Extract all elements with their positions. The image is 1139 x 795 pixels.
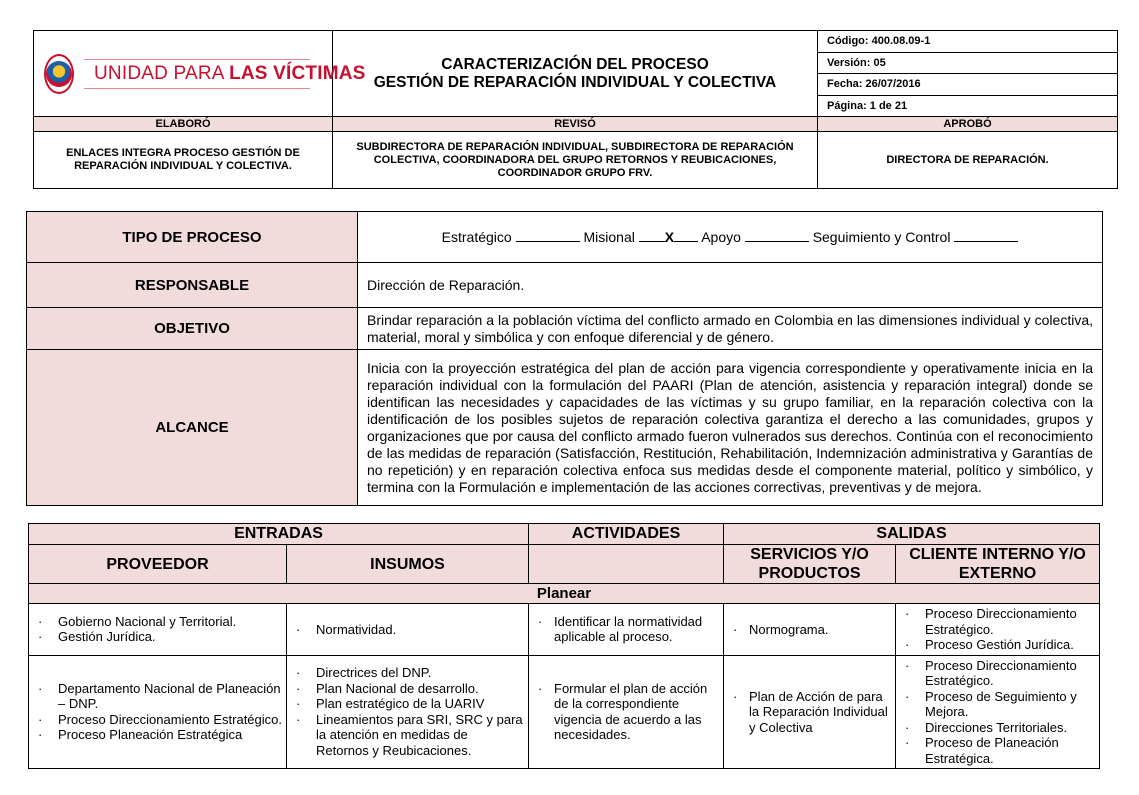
list-item: · Directrices del DNP. bbox=[291, 665, 524, 681]
codigo: Código: 400.08.09-1 bbox=[818, 31, 1118, 53]
alcance-value: Inicia con la proyección estratégica del plan de acción para vigencia correspondiente y operativamente inicia en la reparación individual con la formulación del PAARI (Plan de atención, asistencia y reparación integral) donde se identifican las necesidades y capacidades de las víctimas y su grupo familiar, en la reparación colectiva con la identificación de los posibles sujetos de reparación colectiva garantiza el derecho a las comunidades, grupos y organizaciones que por causa del conflicto armado fueron vulnerados sus derechos. Continúa con el reconocimiento de las medidas de reparación (Satisfacción, Restitución, Rehabilitación, Indemnización administrativa y Garantías de no repetición) y en reparación colectiva enfoca sus medidas desde el componente material, político y simbólico, y termina con la Formulación e implementación de las acciones correctivas, preventivas y de mejora. bbox=[358, 350, 1103, 506]
salidas-header: SALIDAS bbox=[724, 524, 1100, 545]
document-header bbox=[33, 30, 1118, 189]
objetivo-value: Brindar reparación a la población víctima del conflicto armado en Colombia en las dimensiones individual y colectiva, material, moral y simbólica y con enfoque diferencial y de género. bbox=[358, 308, 1103, 350]
aprobo-value: DIRECTORA DE REPARACIÓN. bbox=[818, 132, 1118, 189]
list-item: · Gestión Jurídica. bbox=[33, 629, 282, 645]
actividad-cell: · Identificar la normatividad aplicable al proceso. bbox=[529, 604, 724, 656]
servicio-cell: · Normograma. bbox=[724, 604, 896, 656]
insumos-header: INSUMOS bbox=[287, 545, 529, 584]
cliente-cell bbox=[896, 604, 1100, 656]
list-item: · Proceso Direccionamiento Estratégico. bbox=[900, 606, 1095, 637]
pagina: Página: 1 de 21 bbox=[818, 95, 1118, 117]
logo-cell bbox=[34, 31, 366, 117]
actividades-header: ACTIVIDADES bbox=[529, 524, 724, 545]
proveedor-cell bbox=[29, 604, 287, 656]
colombia-seal-icon bbox=[44, 54, 74, 94]
elaboro-value: ENLACES INTEGRA PROCESO GESTIÓN DE REPARACIÓN INDIVIDUAL Y COLECTIVA. bbox=[34, 132, 333, 189]
responsable-value: Dirección de Reparación. bbox=[358, 263, 1103, 308]
servicios-header: SERVICIOS Y/O PRODUCTOS bbox=[724, 545, 896, 584]
tipo-mark: X bbox=[664, 229, 675, 245]
list-item: · Gobierno Nacional y Territorial. bbox=[33, 614, 282, 630]
list-item: · Proceso Direccionamiento Estratégico. bbox=[33, 712, 282, 728]
entradas-header: ENTRADAS bbox=[29, 524, 529, 545]
document-title: CARACTERIZACIÓN DEL PROCESO GESTIÓN DE REPARACIÓN INDIVIDUAL Y COLECTIVA bbox=[333, 31, 818, 117]
list-item: · Normatividad. bbox=[291, 622, 524, 638]
fecha: Fecha: 26/07/2016 bbox=[818, 74, 1118, 96]
cliente-cell bbox=[896, 655, 1100, 769]
phase-header: Planear bbox=[29, 584, 1100, 604]
actividad-cell: · Formular el plan de acción de la correspondiente vigencia de acuerdo a las necesidades. bbox=[529, 655, 724, 769]
actividades-subheader bbox=[529, 545, 724, 584]
proveedor-cell bbox=[29, 655, 287, 769]
reviso-label: REVISÓ bbox=[333, 117, 818, 132]
responsable-label: RESPONSABLE bbox=[27, 263, 358, 308]
objetivo-label: OBJETIVO bbox=[27, 308, 358, 350]
proveedor-header: PROVEEDOR bbox=[29, 545, 287, 584]
list-item: · Proceso de Planeación Estratégica. bbox=[900, 735, 1095, 766]
insumos-cell bbox=[287, 655, 529, 769]
io-table bbox=[28, 523, 1100, 769]
servicio-cell: · Plan de Acción de para la Reparación Individual y Colectiva bbox=[724, 655, 896, 769]
version: Versión: 05 bbox=[818, 52, 1118, 74]
process-info-table bbox=[26, 211, 1103, 506]
tipo-options: Estratégico Misional X Apoyo Seguimiento y Control bbox=[358, 212, 1103, 263]
list-item: · Lineamientos para SRI, SRC y para la atención en medidas de Retornos y Reubicaciones. bbox=[291, 712, 524, 759]
elaboro-label: ELABORÓ bbox=[34, 117, 333, 132]
logo-text: UNIDAD PARA LAS VÍCTIMAS bbox=[94, 62, 366, 84]
list-item: · Direcciones Territoriales. bbox=[900, 720, 1095, 736]
tipo-label: TIPO DE PROCESO bbox=[27, 212, 358, 263]
list-item: · Plan estratégico de la UARIV bbox=[291, 696, 524, 712]
list-item: · Proceso Gestión Jurídica. bbox=[900, 637, 1095, 653]
list-item: · Proceso Planeación Estratégica bbox=[33, 727, 282, 743]
insumos-cell bbox=[287, 604, 529, 656]
aprobo-label: APROBÓ bbox=[818, 117, 1118, 132]
list-item: · Plan Nacional de desarrollo. bbox=[291, 681, 524, 697]
list-item: · Proceso Direccionamiento Estratégico. bbox=[900, 658, 1095, 689]
list-item: · Proceso de Seguimiento y Mejora. bbox=[900, 689, 1095, 720]
reviso-value: SUBDIRECTORA DE REPARACIÓN INDIVIDUAL, SUBDIRECTORA DE REPARACIÓN COLECTIVA, COORDINADORA DEL GRUPO RETORNOS Y REUBICACIONES, COORDINADOR GRUPO FRV. bbox=[333, 132, 818, 189]
cliente-header: CLIENTE INTERNO Y/O EXTERNO bbox=[896, 545, 1100, 584]
list-item: · Departamento Nacional de Planeación – DNP. bbox=[33, 681, 282, 712]
alcance-label: ALCANCE bbox=[27, 350, 358, 506]
